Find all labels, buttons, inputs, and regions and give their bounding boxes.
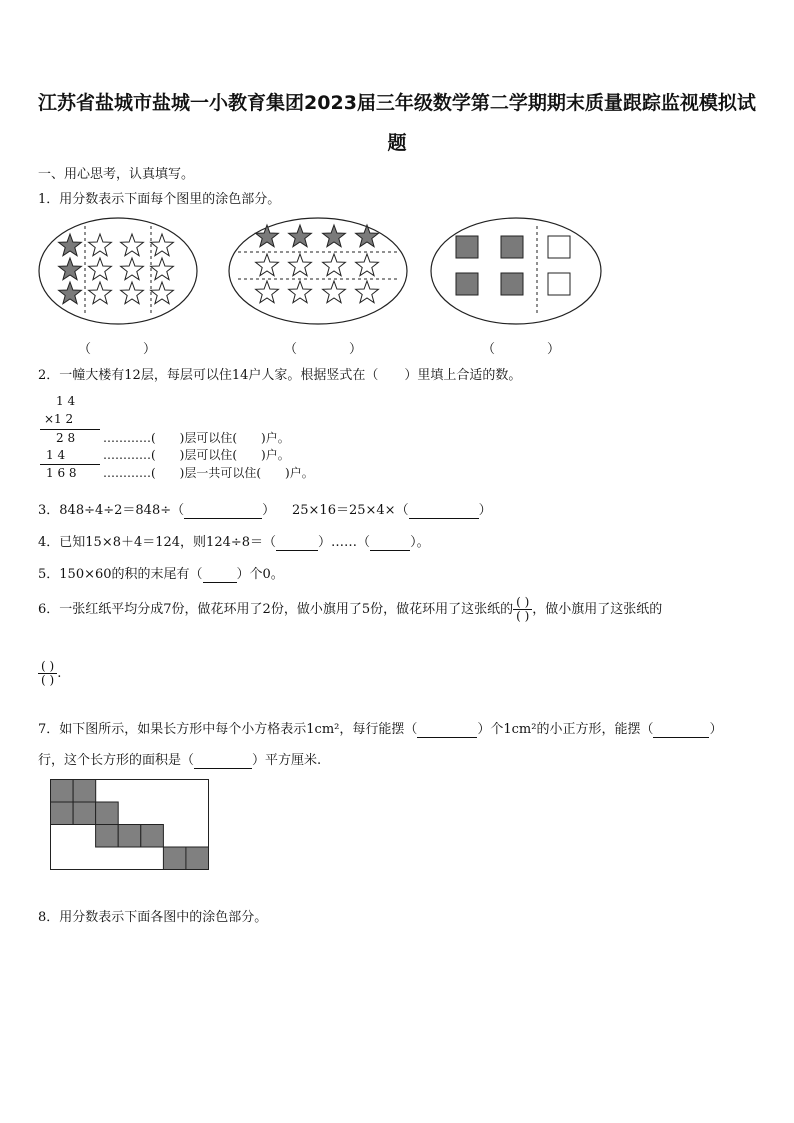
star-shaded <box>356 225 379 247</box>
q6-part1: 6．一张红纸平均分成7份，做花环用了2份，做小旗用了5份，做花环用了这张纸的 <box>38 602 514 617</box>
star <box>289 254 312 276</box>
star <box>121 234 144 256</box>
grid-cell-shaded <box>73 802 96 825</box>
q7-blank-1[interactable] <box>417 722 477 738</box>
grid-cell-shaded <box>118 825 141 848</box>
q3-blank-1[interactable] <box>184 503 262 519</box>
star <box>89 234 112 256</box>
q4-mid: ）……（ <box>318 535 371 550</box>
q6-frac2-num: ( ) <box>38 660 57 674</box>
q3-part2: 25×16＝25×4×（ <box>292 503 409 518</box>
q3-blank-2[interactable] <box>409 503 479 519</box>
square-shaded <box>456 273 478 295</box>
question-4 <box>38 531 430 551</box>
star-shaded <box>59 282 82 304</box>
q4-end: ）。 <box>410 535 430 550</box>
square <box>548 236 570 258</box>
star-shaded <box>289 225 312 247</box>
square <box>548 273 570 295</box>
q6-frac1-den: ( ) <box>516 609 530 623</box>
q3-part1-end: ） <box>262 503 276 518</box>
figure-ellipse-stars-1 <box>38 216 198 326</box>
q5-part1: 5．150×60的积的末尾有（ <box>38 567 203 582</box>
calc-note-2: …………( )层可以住( )户。 <box>103 448 290 462</box>
calc-note-3: …………( )层一共可以住( )户。 <box>103 466 314 480</box>
q1-answer-3[interactable]: （ ） <box>482 342 561 357</box>
question-6 <box>38 596 662 623</box>
q1-answer-2[interactable]: （ ） <box>284 342 363 357</box>
calc-row-4: 1 4 <box>46 448 66 462</box>
page-title: 江苏省盐城市盐城一小教育集团2023届三年级数学第二学期期末质量跟踪监视模拟试 <box>38 92 756 114</box>
grid-cell-shaded <box>186 847 209 870</box>
star <box>121 258 144 280</box>
star <box>151 258 174 280</box>
figure-ellipse-stars-2 <box>228 216 408 326</box>
q6-fraction-2[interactable] <box>38 660 57 687</box>
question-3 <box>38 499 275 519</box>
q1-answer-1[interactable]: （ ） <box>78 342 157 357</box>
star <box>256 281 279 303</box>
q7-line2-a: 行，这个长方形的面积是（ <box>38 753 195 768</box>
star <box>356 281 379 303</box>
star-shaded <box>323 225 346 247</box>
q5-blank[interactable] <box>203 567 237 583</box>
question-1-text: 1．用分数表示下面每个图里的涂色部分。 <box>38 192 281 207</box>
grid-cell-shaded <box>51 802 74 825</box>
calc-row-1: 1 4 <box>56 394 76 408</box>
section-heading: 一、用心思考，认真填写。 <box>38 167 195 182</box>
q7-line1-a: 7．如下图所示，如果长方形中每个小方格表示1cm²，每行能摆（ <box>38 722 418 737</box>
question-5 <box>38 563 284 583</box>
q5-end: ）个0。 <box>236 567 284 582</box>
star <box>151 282 174 304</box>
q6-fraction-1[interactable] <box>513 596 532 623</box>
question-3-b <box>292 499 492 519</box>
calc-row-2: ×1 2 <box>44 412 74 426</box>
star <box>289 281 312 303</box>
q3-part1: 3．848÷4÷2＝848÷（ <box>38 503 185 518</box>
q6-part2: ，做小旗用了这张纸的 <box>532 602 663 617</box>
q3-part2-end: ） <box>478 503 492 518</box>
rectangle-grid-figure <box>50 779 210 871</box>
q4-blank-1[interactable] <box>276 535 318 551</box>
q6-frac2-den: ( ) <box>41 673 55 687</box>
star <box>151 234 174 256</box>
star <box>89 258 112 280</box>
grid-cell-shaded <box>96 802 119 825</box>
star <box>356 254 379 276</box>
grid-cell-shaded <box>51 780 74 803</box>
q7-line1-c: ） <box>709 722 723 737</box>
star <box>89 282 112 304</box>
q4-part1: 4．已知15×8＋4＝124，则124÷8＝（ <box>38 535 277 550</box>
q7-blank-2[interactable] <box>653 722 709 738</box>
q7-blank-3[interactable] <box>194 753 252 769</box>
star <box>323 254 346 276</box>
square-shaded <box>456 236 478 258</box>
star-shaded <box>59 234 82 256</box>
star-shaded <box>256 225 279 247</box>
square-shaded <box>501 273 523 295</box>
question-7-line2 <box>38 749 321 769</box>
figure-ellipse-squares <box>430 216 602 326</box>
star-shaded <box>59 258 82 280</box>
calc-note-1: …………( )层可以住( )户。 <box>103 431 290 445</box>
grid-cell-shaded <box>163 847 186 870</box>
calc-row-5: 1 6 8 <box>46 466 77 480</box>
question-7-line1 <box>38 718 722 738</box>
q4-blank-2[interactable] <box>370 535 410 551</box>
grid-cell-shaded <box>73 780 96 803</box>
q7-line1-b: ）个1cm²的小正方形，能摆（ <box>477 722 654 737</box>
q6-frac1-num: ( ) <box>513 596 532 610</box>
star <box>256 254 279 276</box>
question-2-text: 2．一幢大楼有12层，每层可以住14户人家。根据竖式在（ ）里填上合适的数。 <box>38 368 522 383</box>
grid-cell-shaded <box>96 825 119 848</box>
q7-line2-b: ）平方厘米. <box>252 753 322 768</box>
square-shaded <box>501 236 523 258</box>
grid-cell-shaded <box>141 825 164 848</box>
star <box>121 282 144 304</box>
calc-row-3: 2 8 <box>56 431 76 445</box>
q6-end: . <box>57 666 62 681</box>
star <box>323 281 346 303</box>
page-title-cont: 题 <box>387 132 407 154</box>
question-6-cont <box>38 660 61 687</box>
question-8-text: 8．用分数表示下面各图中的涂色部分。 <box>38 910 268 925</box>
